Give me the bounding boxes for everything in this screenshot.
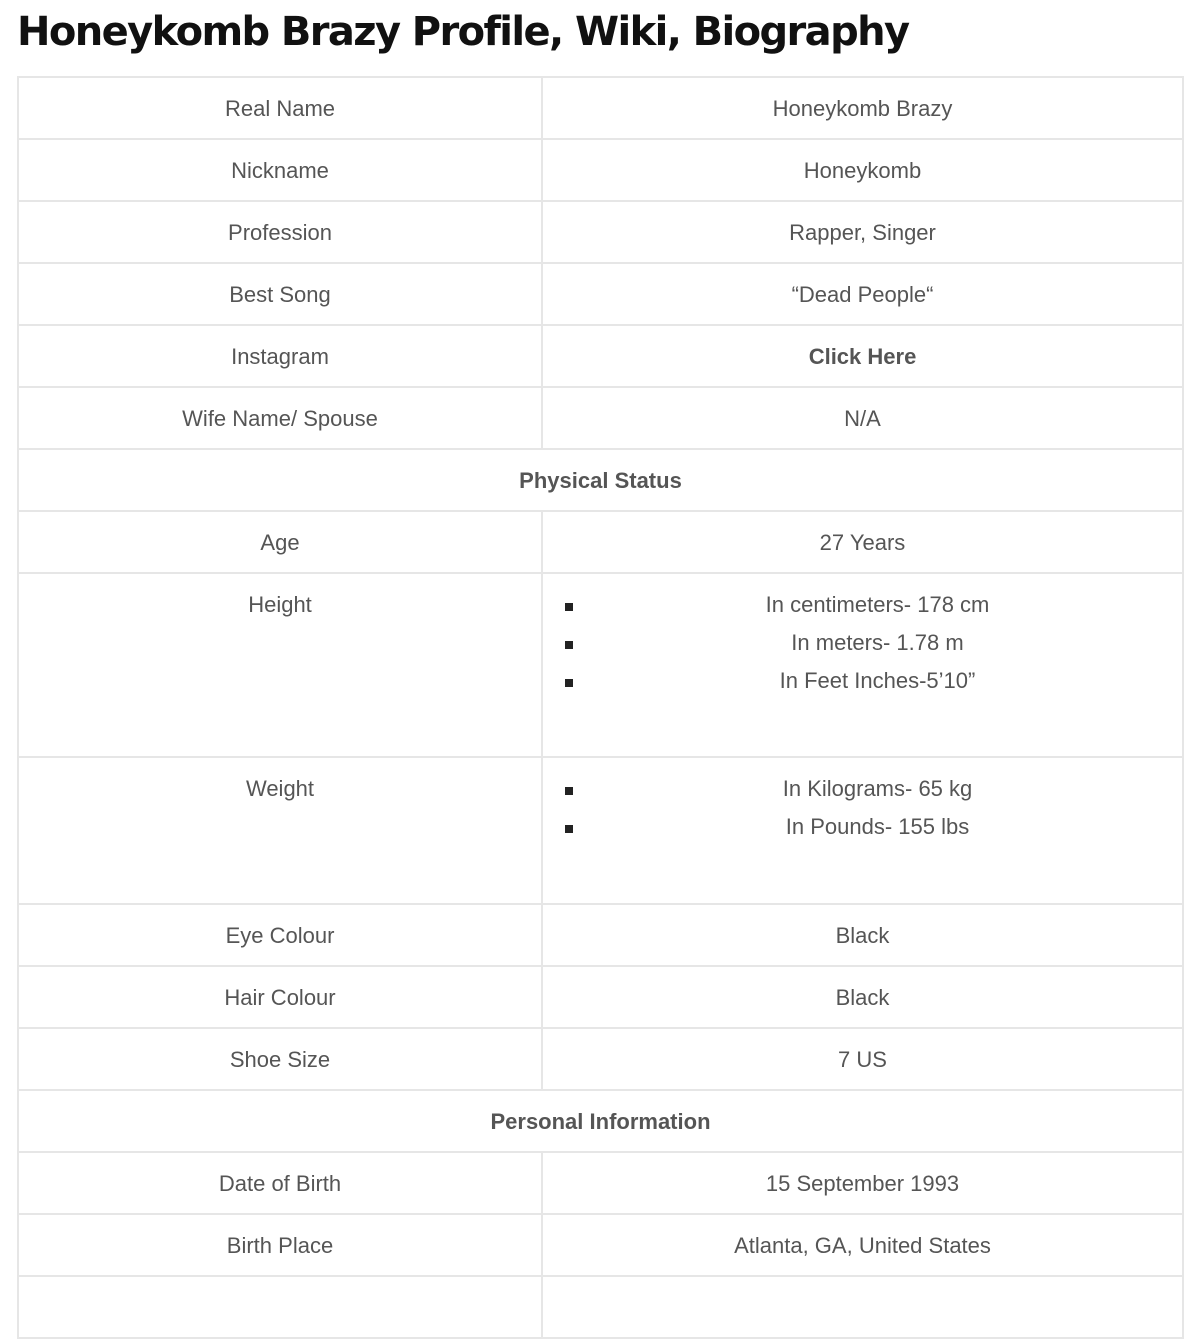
row-label: Age (18, 511, 542, 573)
list-item-text: In Pounds- 155 lbs (785, 814, 970, 839)
section-heading-physical-status: Physical Status (18, 449, 1183, 511)
row-value: Rapper, Singer (542, 201, 1183, 263)
profile-table (17, 76, 1184, 1339)
list-item-text: In centimeters- 178 cm (765, 592, 990, 617)
table-row (18, 201, 1183, 263)
section-row (18, 449, 1183, 511)
row-label: Profession (18, 201, 542, 263)
row-value: Honeykomb (542, 139, 1183, 201)
section-heading-personal-information: Personal Information (18, 1090, 1183, 1152)
table-row (18, 325, 1183, 387)
row-label: Instagram (18, 325, 542, 387)
row-value: Black (542, 966, 1183, 1028)
table-row (18, 77, 1183, 139)
row-value: Atlanta, GA, United States (542, 1214, 1183, 1276)
instagram-link[interactable]: Click Here (808, 344, 917, 369)
bullet-square-icon (565, 641, 573, 649)
table-row (18, 573, 1183, 757)
list-item-text: In Feet Inches-5’10” (779, 668, 976, 693)
weight-list (543, 774, 1182, 850)
page-title: Honeykomb Brazy Profile, Wiki, Biography (17, 9, 909, 55)
row-value: Black (542, 904, 1183, 966)
row-value: N/A (542, 387, 1183, 449)
row-label: Real Name (18, 77, 542, 139)
table-row (18, 139, 1183, 201)
bullet-square-icon (565, 787, 573, 795)
row-label: Height (18, 573, 542, 757)
section-row (18, 1090, 1183, 1152)
row-value: 15 September 1993 (542, 1152, 1183, 1214)
row-label: Weight (18, 757, 542, 904)
row-label: Wife Name/ Spouse (18, 387, 542, 449)
row-label: Date of Birth (18, 1152, 542, 1214)
list-item-text: In meters- 1.78 m (791, 630, 964, 655)
row-value: 27 Years (542, 511, 1183, 573)
weight-values (542, 757, 1183, 904)
height-values (542, 573, 1183, 757)
list-item (543, 812, 1182, 850)
row-label: Birth Place (18, 1214, 542, 1276)
table-row (18, 904, 1183, 966)
table-row (18, 263, 1183, 325)
bullet-square-icon (565, 603, 573, 611)
row-value: “Dead People“ (542, 263, 1183, 325)
table-row (18, 511, 1183, 573)
row-value: 7 US (542, 1028, 1183, 1090)
table-row (18, 757, 1183, 904)
row-value (542, 1276, 1183, 1338)
row-value: Honeykomb Brazy (542, 77, 1183, 139)
row-label (18, 1276, 542, 1338)
bullet-square-icon (565, 679, 573, 687)
table-row (18, 1152, 1183, 1214)
height-list (543, 590, 1182, 704)
list-item (543, 774, 1182, 812)
table-row (18, 1214, 1183, 1276)
table-row (18, 1276, 1183, 1338)
list-item (543, 666, 1182, 704)
row-label: Shoe Size (18, 1028, 542, 1090)
list-item (543, 590, 1182, 628)
list-item-text: In Kilograms- 65 kg (782, 776, 973, 801)
row-label: Eye Colour (18, 904, 542, 966)
table-row (18, 387, 1183, 449)
table-row (18, 1028, 1183, 1090)
instagram-link-cell (542, 325, 1183, 387)
row-label: Nickname (18, 139, 542, 201)
row-label: Best Song (18, 263, 542, 325)
row-label: Hair Colour (18, 966, 542, 1028)
list-item (543, 628, 1182, 666)
table-row (18, 966, 1183, 1028)
bullet-square-icon (565, 825, 573, 833)
